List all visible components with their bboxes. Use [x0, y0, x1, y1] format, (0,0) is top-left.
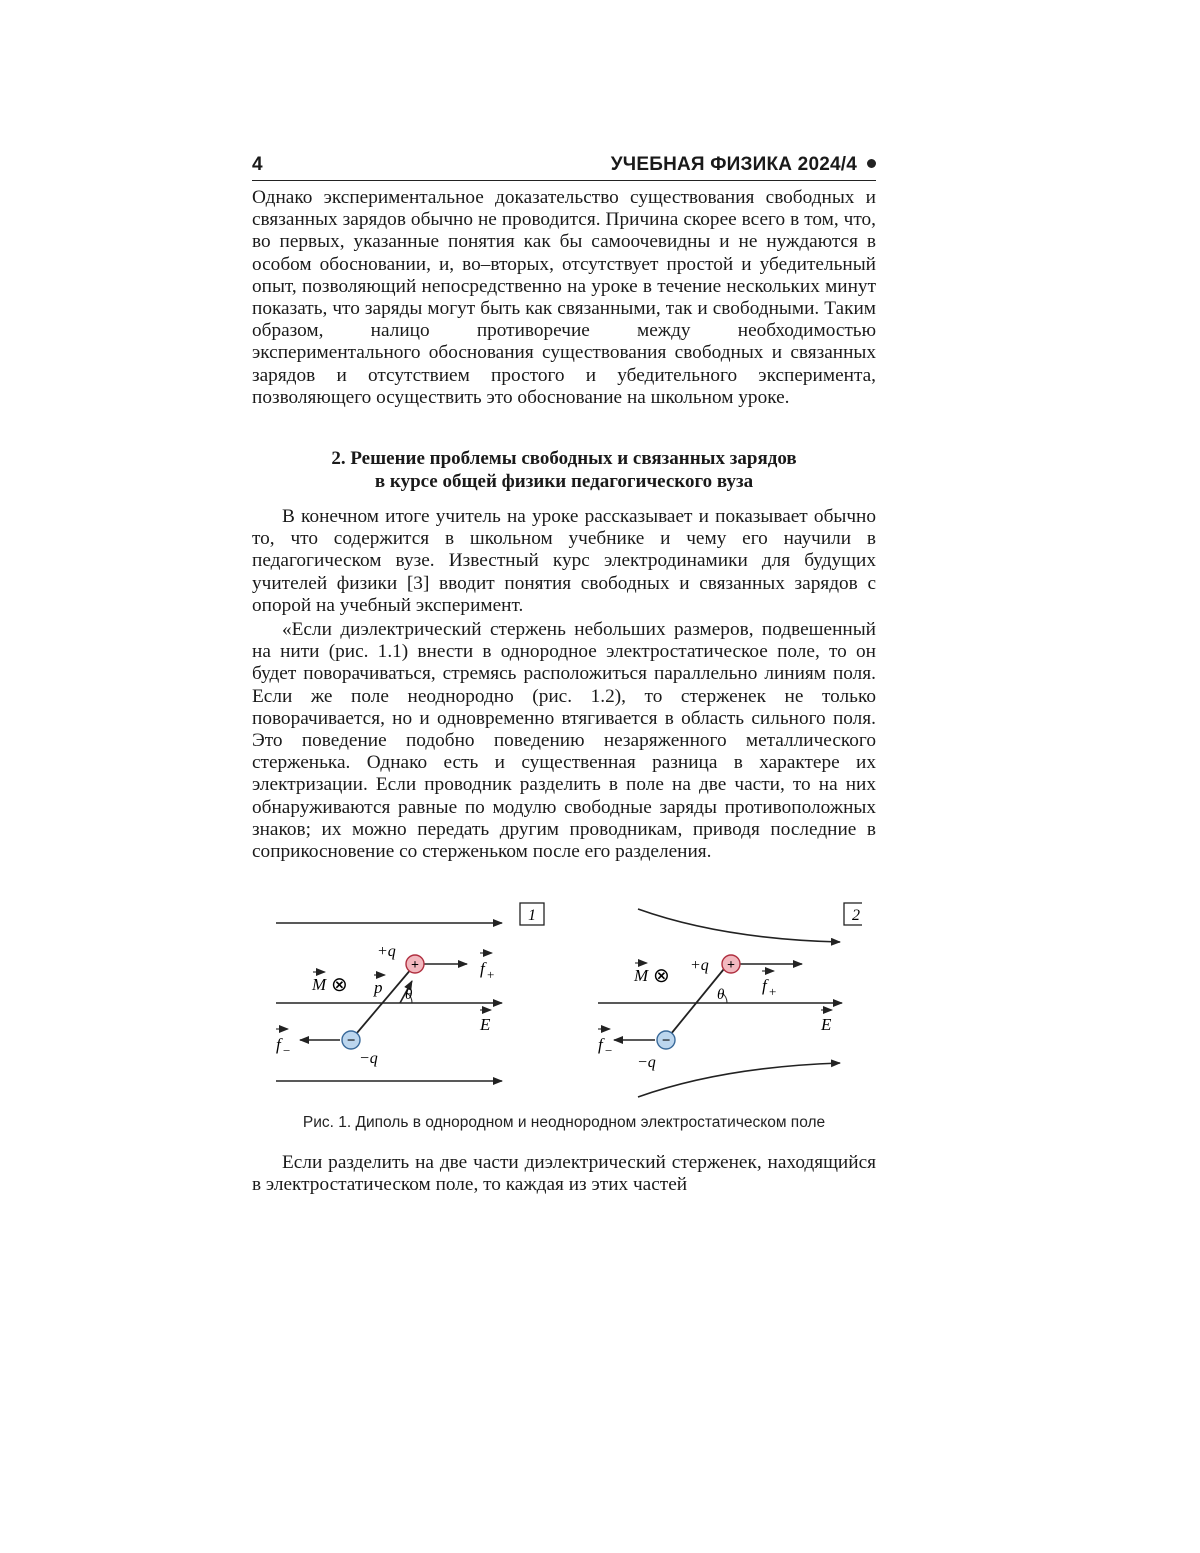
label-f-minus-2: f	[598, 1035, 603, 1054]
label-f-plus-sub-2: +	[769, 984, 777, 999]
field-curve-top	[638, 909, 840, 942]
journal-title-text: УЧЕБНАЯ ФИЗИКА 2024/4	[610, 154, 857, 175]
running-header	[252, 152, 876, 181]
page-number: 4	[252, 154, 263, 175]
label-M-2: M	[634, 966, 649, 985]
intro-text	[252, 187, 876, 409]
positive-charge-sign-2: +	[727, 958, 735, 973]
journal-title	[611, 154, 876, 176]
label-f-plus: f	[480, 959, 485, 978]
label-f-minus-sub-2: −	[605, 1043, 613, 1058]
label-plus-q: +q	[377, 943, 396, 960]
closing-paragraph: Если разделить на две части диэлектрический стерженек, находящийся в электростатическом поле, то каждая из этих частей	[252, 1152, 876, 1196]
panel-1-number: 1	[528, 907, 536, 924]
label-theta: θ	[405, 987, 413, 1003]
intro-paragraph: Однако экспериментальное доказательство существования свободных и связанных зарядов обычно не проводится. Причина скорее всего в том, что, во первых, указанные понятия как бы самоочевидны и не нуждаются в особом обосновании, и, во–вторых, отсутствует простой и убедительный опыт, позволяющий непосредственно на уроке в течение нескольких минут показать, что заряды могут быть как связанными, так и свободными. Таким образом, налицо противоречие между необходимостью экспериментального обоснования существования свободных и связанных зарядов и отсутствием простого и убедительного эксперимента, позволяющего осуществить это обоснование на школьном уроке.	[252, 187, 876, 408]
section-heading-line1: 2. Решение проблемы свободных и связанных зарядов	[331, 448, 797, 469]
label-f-plus-2: f	[762, 976, 767, 995]
bullet-icon	[867, 159, 876, 168]
panel-1	[276, 903, 544, 1081]
panel-2	[598, 903, 862, 1097]
label-minus-q-2: −q	[637, 1054, 656, 1071]
label-f-minus-sub: −	[283, 1043, 291, 1058]
field-curve-bottom	[638, 1063, 840, 1097]
negative-charge-sign: −	[346, 1033, 356, 1049]
label-f-minus: f	[276, 1035, 281, 1054]
label-E-2: E	[821, 1015, 832, 1034]
figure-caption: Рис. 1. Диполь в однородном и неоднородном электростатическом поле	[302, 1114, 826, 1131]
label-p: p	[374, 978, 383, 997]
figure-dipole-svg	[262, 895, 862, 1105]
figure-dipole	[262, 895, 862, 1110]
negative-charge-sign-2: −	[661, 1033, 671, 1049]
panel-2-number: 2	[852, 907, 860, 924]
section-heading-line2: в курсе общей физики педагогического вуза	[374, 471, 754, 492]
label-theta-2: θ	[717, 987, 725, 1003]
paragraph-2: «Если диэлектрический стержень небольших размеров, подвешенный на нити (рис. 1.1) внести в однородное электростатическое поле, то он будет поворачиваться, стремясь расположиться параллельно линиям поля. Если же поле неоднородно (рис. 1.2), то стерженек не только поворачивается, но и одновременно втягивается в область сильного поля. Это поведение подобно поведению незаряженного металлического стерженька. Однако есть и существенная разница в характере их электризации. Если проводник разделить в поле на две части, то на них обнаруживаются равные по модулю свободные заряды противоположных знаков; их можно передать другим проводникам, приводя последние в соприкосновение со стерженьком после его разделения.	[252, 619, 876, 863]
closing-text	[252, 1152, 876, 1196]
positive-charge-sign: +	[411, 958, 419, 973]
label-E: E	[480, 1015, 491, 1034]
label-M-cross-2: ⊗	[653, 965, 670, 987]
label-f-plus-sub: +	[487, 967, 495, 982]
label-minus-q: −q	[359, 1050, 378, 1067]
body-text	[252, 506, 876, 863]
paragraph-1: В конечном итоге учитель на уроке рассказывает и показывает обычно то, что содержится в школьном учебнике и чему его научили в педагогическом вузе. Известный курс электродинамики для будущих учителей физики [3] вводит понятия свободных и связанных зарядов с опорой на учебный эксперимент.	[252, 506, 876, 616]
label-M: M	[312, 975, 327, 994]
section-heading	[252, 447, 876, 493]
label-M-cross: ⊗	[331, 974, 348, 996]
label-plus-q-2: +q	[690, 957, 709, 974]
